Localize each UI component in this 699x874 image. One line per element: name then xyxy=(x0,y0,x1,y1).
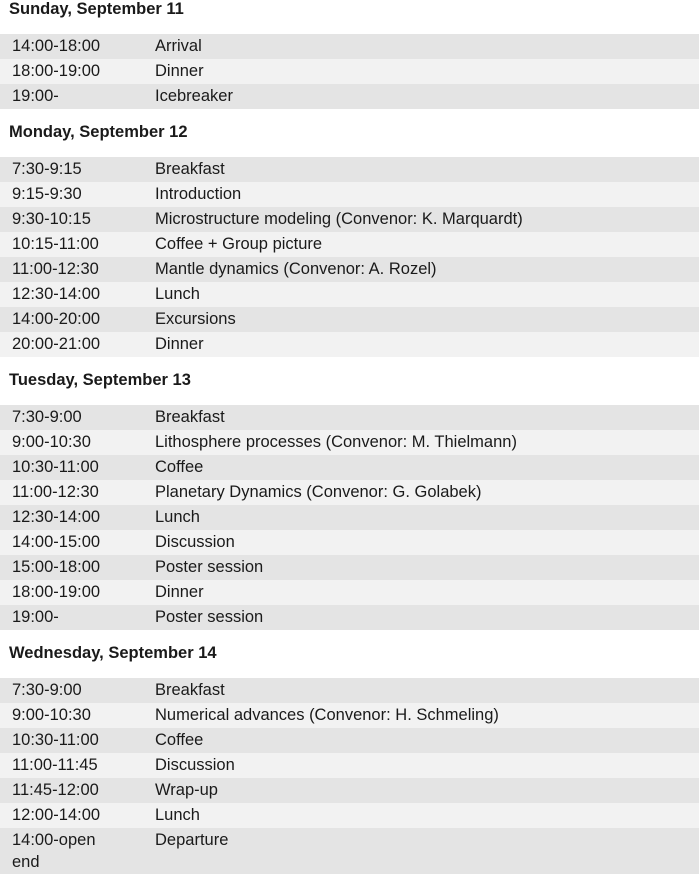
schedule-table xyxy=(0,34,699,109)
day-section xyxy=(0,371,699,626)
schedule-row xyxy=(0,703,699,728)
event-activity: Arrival xyxy=(155,37,202,55)
event-activity: Wrap-up xyxy=(155,781,218,799)
event-time: 12:00-14:00 xyxy=(12,806,101,824)
event-activity: Excursions xyxy=(155,310,236,328)
event-time: 11:45-12:00 xyxy=(12,781,99,799)
schedule-row xyxy=(0,455,699,480)
event-activity: Departure xyxy=(155,831,229,849)
event-activity: Breakfast xyxy=(155,681,225,699)
event-activity: Discussion xyxy=(155,756,235,774)
event-activity: Dinner xyxy=(155,335,204,353)
event-activity: Breakfast xyxy=(155,408,225,426)
event-activity: Discussion xyxy=(155,533,235,551)
schedule-row xyxy=(0,34,699,59)
day-section xyxy=(0,0,699,105)
schedule-row xyxy=(0,605,699,630)
event-activity: Lunch xyxy=(155,806,200,824)
event-time: 15:00-18:00 xyxy=(12,558,101,576)
schedule-row xyxy=(0,555,699,580)
event-time: 11:00-12:30 xyxy=(12,483,99,501)
event-time: 14:00-15:00 xyxy=(12,533,101,551)
day-title: Wednesday, September 14 xyxy=(9,644,217,662)
schedule-row xyxy=(0,59,699,84)
schedule-row xyxy=(0,307,699,332)
schedule-table xyxy=(0,405,699,630)
schedule-row xyxy=(0,430,699,455)
day-title: Monday, September 12 xyxy=(9,123,188,141)
event-time: 12:30-14:00 xyxy=(12,508,101,526)
schedule-row xyxy=(0,282,699,307)
schedule-row xyxy=(0,728,699,753)
day-title: Tuesday, September 13 xyxy=(9,371,191,389)
event-activity: Coffee xyxy=(155,731,204,749)
event-time: 20:00-21:00 xyxy=(12,335,101,353)
schedule-row xyxy=(0,828,699,874)
event-time: 10:30-11:00 xyxy=(12,458,99,476)
event-time: 10:15-11:00 xyxy=(12,235,99,253)
event-activity: Dinner xyxy=(155,62,204,80)
event-activity: Introduction xyxy=(155,185,242,203)
event-time: 9:00-10:30 xyxy=(12,706,91,724)
event-activity: Breakfast xyxy=(155,160,225,178)
event-activity: Microstructure modeling (Convenor: K. Marquardt) xyxy=(155,210,523,228)
event-activity: Dinner xyxy=(155,583,204,601)
event-activity: Lithosphere processes (Convenor: M. Thielmann) xyxy=(155,433,517,451)
event-time: 11:00-11:45 xyxy=(12,756,98,774)
event-activity: Coffee + Group picture xyxy=(155,235,323,253)
event-activity: Icebreaker xyxy=(155,87,233,105)
schedule-row xyxy=(0,405,699,430)
event-activity: Lunch xyxy=(155,285,200,303)
schedule-row xyxy=(0,753,699,778)
event-time: 11:00-12:30 xyxy=(12,260,99,278)
schedule-row xyxy=(0,182,699,207)
event-time: 12:30-14:00 xyxy=(12,285,101,303)
schedule-row xyxy=(0,778,699,803)
schedule-row xyxy=(0,678,699,703)
event-time: 9:15-9:30 xyxy=(12,185,82,203)
event-activity: Poster session xyxy=(155,608,264,626)
schedule-row xyxy=(0,580,699,605)
day-section xyxy=(0,644,699,871)
event-activity: Poster session xyxy=(155,558,264,576)
event-time: 7:30-9:00 xyxy=(12,408,82,426)
event-time: 14:00-18:00 xyxy=(12,37,101,55)
schedule-table xyxy=(0,678,699,874)
event-time: 9:30-10:15 xyxy=(12,210,91,228)
event-time: 7:30-9:00 xyxy=(12,681,82,699)
event-time: 18:00-19:00 xyxy=(12,583,101,601)
schedule-row xyxy=(0,257,699,282)
day-section xyxy=(0,123,699,353)
event-time: 19:00- xyxy=(12,87,59,105)
schedule-row xyxy=(0,332,699,357)
event-activity: Planetary Dynamics (Convenor: G. Golabek) xyxy=(155,483,482,501)
event-activity: Lunch xyxy=(155,508,200,526)
event-time: 14:00-open end xyxy=(12,831,96,871)
event-time: 7:30-9:15 xyxy=(12,160,82,178)
schedule-table xyxy=(0,157,699,357)
event-time: 19:00- xyxy=(12,608,59,626)
event-activity: Coffee xyxy=(155,458,204,476)
schedule-row xyxy=(0,84,699,109)
schedule-row xyxy=(0,530,699,555)
event-time: 9:00-10:30 xyxy=(12,433,91,451)
schedule-row xyxy=(0,207,699,232)
schedule-row xyxy=(0,480,699,505)
event-activity: Mantle dynamics (Convenor: A. Rozel) xyxy=(155,260,437,278)
event-activity: Numerical advances (Convenor: H. Schmeling) xyxy=(155,706,499,724)
schedule-row xyxy=(0,232,699,257)
schedule-row xyxy=(0,157,699,182)
event-time: 10:30-11:00 xyxy=(12,731,99,749)
schedule-row xyxy=(0,505,699,530)
schedule-row xyxy=(0,803,699,828)
event-time: 18:00-19:00 xyxy=(12,62,101,80)
day-title: Sunday, September 11 xyxy=(9,0,184,18)
event-time: 14:00-20:00 xyxy=(12,310,101,328)
